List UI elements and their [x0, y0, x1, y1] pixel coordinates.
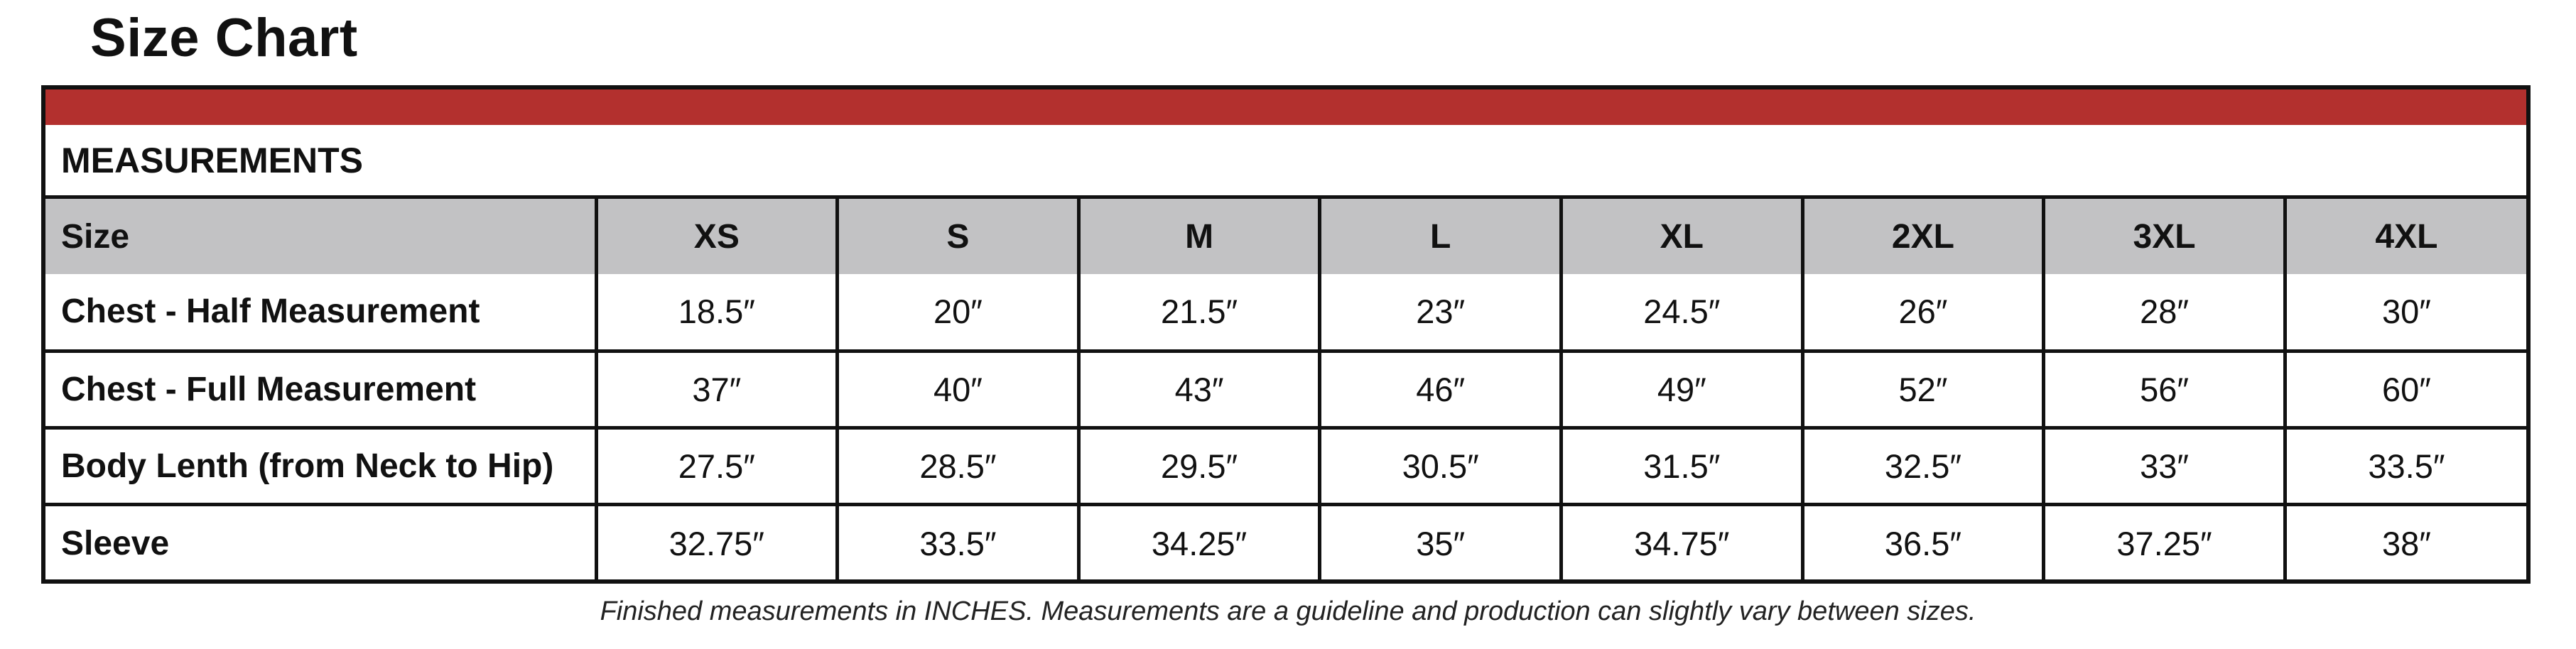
table-cell: 35″ — [1320, 504, 1562, 581]
column-header: 4XL — [2285, 199, 2526, 274]
size-chart — [41, 85, 2531, 584]
column-header: S — [838, 199, 1079, 274]
column-header: XL — [1562, 199, 1803, 274]
footnote: Finished measurements in INCHES. Measurements are a guideline and production can slightly vary between sizes. — [600, 596, 1976, 626]
row-label: Sleeve — [45, 504, 596, 581]
table-cell: 26″ — [1802, 274, 2044, 351]
row-label: Body Lenth (from Neck to Hip) — [45, 427, 596, 504]
table-header-row — [45, 199, 2526, 274]
table-row — [45, 274, 2526, 351]
column-header: L — [1320, 199, 1562, 274]
table-cell: 30″ — [2285, 274, 2526, 351]
table-row — [45, 504, 2526, 581]
table-cell: 37″ — [596, 351, 838, 427]
table-cell: 30.5″ — [1320, 427, 1562, 504]
table-cell: 60″ — [2285, 351, 2526, 427]
table-cell: 43″ — [1078, 351, 1320, 427]
table-cell: 31.5″ — [1562, 427, 1803, 504]
table-cell: 52″ — [1802, 351, 2044, 427]
table-cell: 23″ — [1320, 274, 1562, 351]
table-cell: 18.5″ — [596, 274, 838, 351]
table-cell: 20″ — [838, 274, 1079, 351]
page-title: Size Chart — [90, 8, 358, 68]
column-header: Size — [45, 199, 596, 274]
section-heading: MEASUREMENTS — [45, 125, 2526, 199]
table-cell: 46″ — [1320, 351, 1562, 427]
table-cell: 29.5″ — [1078, 427, 1320, 504]
row-label: Chest - Full Measurement — [45, 351, 596, 427]
table-cell: 34.25″ — [1078, 504, 1320, 581]
row-label: Chest - Half Measurement — [45, 274, 596, 351]
table-cell: 28″ — [2044, 274, 2285, 351]
table-cell: 34.75″ — [1562, 504, 1803, 581]
table-cell: 49″ — [1562, 351, 1803, 427]
column-header: 3XL — [2044, 199, 2285, 274]
size-table — [45, 199, 2526, 581]
table-cell: 27.5″ — [596, 427, 838, 504]
table-row — [45, 427, 2526, 504]
column-header: XS — [596, 199, 838, 274]
table-cell: 56″ — [2044, 351, 2285, 427]
column-header: M — [1078, 199, 1320, 274]
table-cell: 24.5″ — [1562, 274, 1803, 351]
table-cell: 33.5″ — [2285, 427, 2526, 504]
table-cell: 33.5″ — [838, 504, 1079, 581]
table-cell: 38″ — [2381, 524, 2431, 562]
table-row — [45, 351, 2526, 427]
table-cell: 32.5″ — [1802, 427, 2044, 504]
table-cell: 37.25″ — [2044, 504, 2285, 581]
table-cell: 28.5″ — [838, 427, 1079, 504]
table-cell: 36.5″ — [1802, 504, 2044, 581]
table-cell: 33″ — [2044, 427, 2285, 504]
table-cell: 40″ — [838, 351, 1079, 427]
table-cell: 32.75″ — [596, 504, 838, 581]
accent-bar — [45, 89, 2526, 125]
column-header: 2XL — [1802, 199, 2044, 274]
table-cell: 21.5″ — [1078, 274, 1320, 351]
